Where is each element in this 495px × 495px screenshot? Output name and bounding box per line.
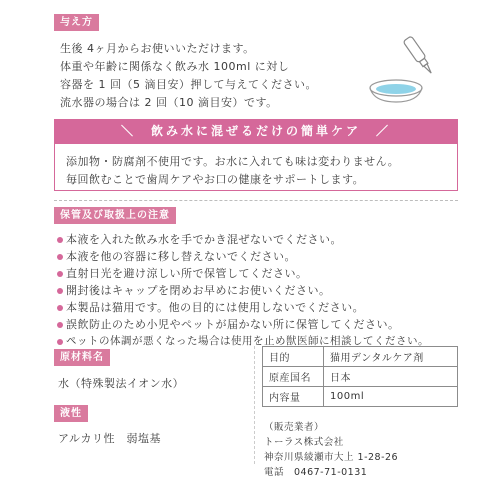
care-line: 毎回飲むことで歯周ケアやお口の健康をサポートします。 (66, 173, 365, 186)
spec-value: 猫用デンタルケア剤 (324, 347, 458, 367)
usage-line: 体重や年齢に関係なく飲み水 100ml に対し (60, 60, 290, 73)
vendor-line: 電話 0467-71-0131 (264, 467, 368, 478)
storage-item: 本液を入れた飲み水を手でかき混ぜないでください。 (66, 233, 342, 246)
bullet-dot (57, 271, 63, 277)
water-bowl-icon (366, 76, 426, 106)
storage-label: 保管及び取扱上の注意 (54, 207, 176, 224)
bullet-dot (57, 288, 63, 294)
storage-item: 誤飲防止のため小児やペットが届かない所に保管してください。 (66, 318, 400, 331)
storage-item: 本製品は猫用です。他の目的には使用しないでください。 (66, 301, 365, 314)
usage-line: 生後 4ヶ月からお使いいただけます。 (60, 42, 255, 55)
storage-item: ペットの体調が悪くなった場合は使用を止め獣医師に相談してください。 (66, 335, 429, 347)
bullet-dot (57, 254, 63, 260)
bullet-dot (57, 305, 63, 311)
vendor-line: （販売業者） (264, 422, 325, 433)
spec-value: 日本 (324, 367, 458, 387)
ingredients-value: 水（特殊製法イオン水） (58, 377, 185, 390)
usage-label: 与え方 (54, 14, 99, 31)
table-row (263, 387, 458, 407)
liquid-label: 液性 (54, 405, 88, 422)
bullet-dot (57, 237, 63, 243)
column-divider (254, 346, 255, 464)
spec-key: 原産国名 (263, 367, 324, 387)
spec-table (262, 346, 458, 407)
table-row (263, 347, 458, 367)
bullet-dot (57, 322, 63, 328)
vendor-line: 神奈川県綾瀬市大上 1-28-26 (264, 452, 399, 463)
spec-value: 100ml (324, 387, 458, 407)
spec-key: 目的 (263, 347, 324, 367)
spec-key: 内容量 (263, 387, 324, 407)
storage-item: 直射日光を避け涼しい所で保管してください。 (66, 267, 308, 280)
storage-item: 開封後はキャップを閉めお早めにお使いください。 (66, 284, 331, 297)
care-banner: ＼ 飲み水に混ぜるだけの簡単ケア ／ (54, 119, 458, 143)
bullet-dot (57, 339, 63, 345)
ingredients-label: 原材料名 (54, 349, 110, 366)
section-divider (54, 200, 458, 201)
table-row (263, 367, 458, 387)
care-line: 添加物・防腐剤不使用です。お水に入れても味は変わりません。 (66, 155, 400, 168)
usage-line: 容器を 1 回（5 滴目安）押して与えてください。 (60, 78, 317, 91)
liquid-value: アルカリ性 弱塩基 (58, 432, 162, 445)
storage-item: 本液を他の容器に移し替えないでください。 (66, 250, 296, 263)
usage-line: 流水器の場合は 2 回（10 滴目安）です。 (60, 96, 278, 109)
vendor-line: トーラス株式会社 (264, 437, 344, 448)
